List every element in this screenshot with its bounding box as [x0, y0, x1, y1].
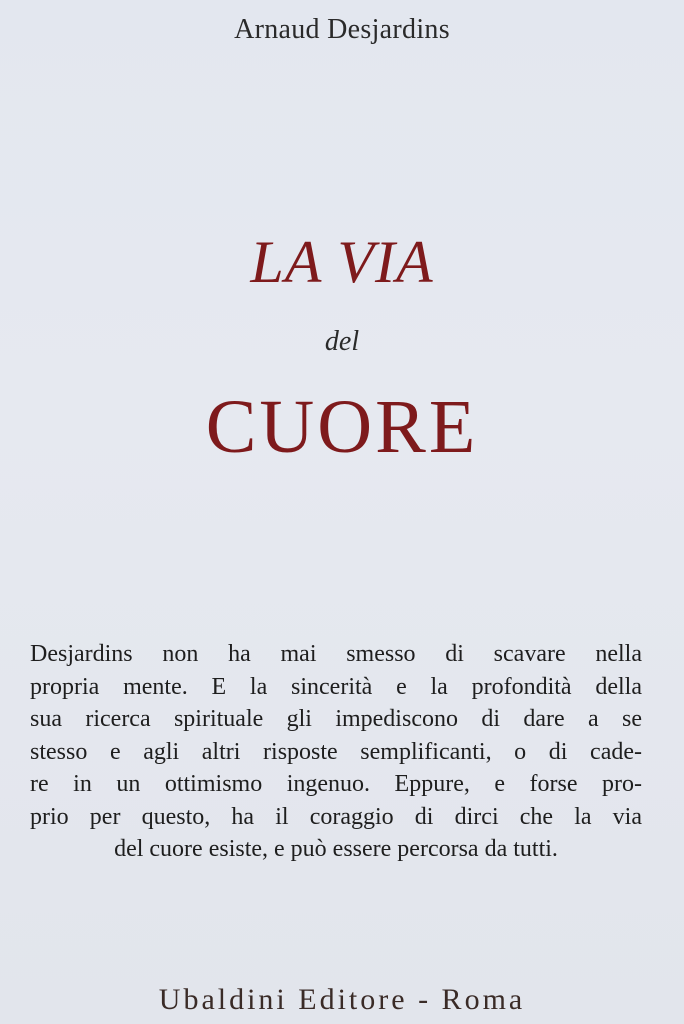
- title-la-via: LA VIA: [250, 229, 434, 295]
- blurb-line: re in un ottimismo ingenuo. Eppure, e forse pro-: [30, 771, 642, 797]
- blurb-line: del cuore esiste, e può essere percorsa da tutti.: [114, 836, 558, 862]
- blurb-line: stesso e agli altri risposte semplificanti, o di cade-: [30, 738, 642, 765]
- title-cuore: CUORE: [205, 385, 479, 469]
- blurb-line: propria mente. E la sincerità e la profondità della: [30, 673, 642, 700]
- title-connector: del: [324, 326, 360, 357]
- blurb-line: sua ricerca spirituale gli impediscono di dare a se: [30, 706, 642, 732]
- publisher-imprint: Ubaldini Editore - Roma: [158, 983, 526, 1016]
- blurb-line: prio per questo, ha il coraggio di dirci che la via: [30, 803, 642, 830]
- blurb-line: Desjardins non ha mai smesso di scavare nella: [30, 641, 642, 667]
- blurb-paragraph: [30, 638, 642, 866]
- author-name: Arnaud Desjardins: [234, 14, 450, 45]
